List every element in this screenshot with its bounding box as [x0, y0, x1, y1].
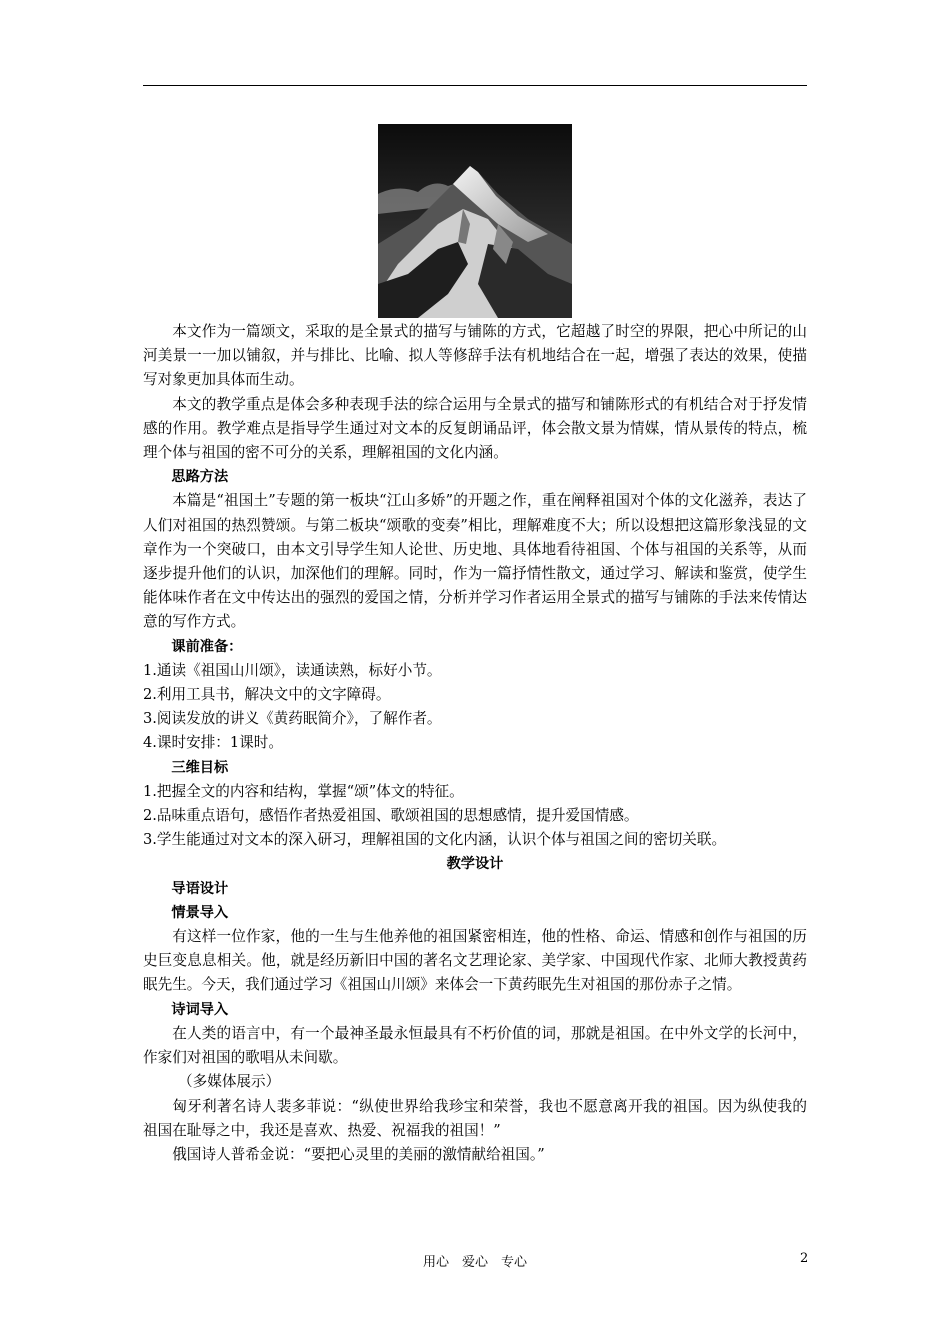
header-rule — [143, 85, 807, 86]
centered-heading: 教学设计 — [446, 856, 504, 873]
section-heading: 诗词导入 — [171, 1001, 229, 1018]
body-paragraph: 匈牙利著名诗人裴多菲说：“纵使世界给我珍宝和荣誉，我也不愿意离开我的祖国。因为纵使我的祖国在耻辱之中，我还是喜欢、热爱、祝福我的祖国！” — [143, 1097, 807, 1139]
section-heading: 情景导入 — [171, 904, 229, 921]
media-note: （多媒体展示） — [178, 1073, 281, 1091]
list-item: 4.课时安排：1课时。 — [143, 734, 283, 752]
list-item: 3.学生能通过对文本的深入研习，理解祖国的文化内涵，认识个体与祖国之间的密切关联。 — [143, 831, 727, 849]
footer-motto: 用心 爱心 专心 — [422, 1255, 527, 1270]
section-heading: 思路方法 — [171, 469, 229, 486]
page-number: 2 — [800, 1251, 809, 1266]
body-paragraph: 在人类的语言中，有一个最神圣最永恒最具有不朽价值的词，那就是祖国。在中外文学的长河中，作家们对祖国的歌唱从未间歇。 — [143, 1024, 807, 1067]
mountain-photo — [378, 124, 572, 318]
section-heading: 课前准备： — [171, 638, 243, 655]
list-item: 2.品味重点语句，感悟作者热爱祖国、歌颂祖国的思想感情，提升爱国情感。 — [143, 807, 639, 825]
mountain-image — [378, 124, 572, 318]
list-item: 2.利用工具书，解决文中的文字障碍。 — [143, 686, 391, 704]
body-paragraph: 有这样一位作家，他的一生与生他养他的祖国紧密相连，他的性格、命运、情感和创作与祖国的历史巨变息息相关。他，就是经历新旧中国的著名文艺理论家、美学家、中国现代作家、北师大教授黄药眠先生。今天，我们通过学习《祖国山川颂》来体会一下黄药眠先生对祖国的那份赤子之情。 — [143, 928, 807, 994]
list-item: 1.通读《祖国山川颂》，读通读熟，标好小节。 — [143, 661, 442, 679]
body-paragraph: 俄国诗人普希金说：“要把心灵里的美丽的激情献给祖国。” — [172, 1145, 545, 1163]
document-body — [143, 320, 807, 1167]
body-paragraph: 本篇是“祖国土”专题的第一板块“江山多娇”的开题之作，重在阐释祖国对个体的文化滋养，表达了人们对祖国的热烈赞颂。与第二板块“颂歌的变奏”相比，理解难度不大；所以设想把这篇形象浅显的文章作为一个突破口，由本文引导学生知人论世、历史地、具体地看待祖国、个体与祖国的关系等，从而逐步提升他们的认识，加深他们的理解。同时，作为一篇抒情性散文，通过学习、解读和鉴赏，使学生能体味作者在文中传达出的强烈的爱国之情，分析并学习作者运用全景式的描写与铺陈的手法来传情达意的写作方式。 — [143, 492, 807, 631]
body-paragraph: 本文作为一篇颂文，采取的是全景式的描写与铺陈的方式，它超越了时空的界限，把心中所记的山河美景一一加以铺叙，并与排比、比喻、拟人等修辞手法有机地结合在一起，增强了表达的效果，使描写对象更加具体而生动。 — [143, 323, 807, 389]
list-item: 3.阅读发放的讲义《黄药眠简介》，了解作者。 — [143, 710, 442, 728]
list-item: 1.把握全文的内容和结构，掌握“颂”体文的特征。 — [143, 782, 464, 800]
body-paragraph: 本文的教学重点是体会多种表现手法的综合运用与全景式的描写和铺陈形式的有机结合对于抒发情感的作用。教学难点是指导学生通过对文本的反复朗诵品评，体会散文景为情媒，情从景传的特点，梳理个体与祖国的密不可分的关系，理解祖国的文化内涵。 — [143, 395, 807, 462]
section-heading: 三维目标 — [171, 759, 229, 776]
section-heading: 导语设计 — [171, 880, 229, 897]
